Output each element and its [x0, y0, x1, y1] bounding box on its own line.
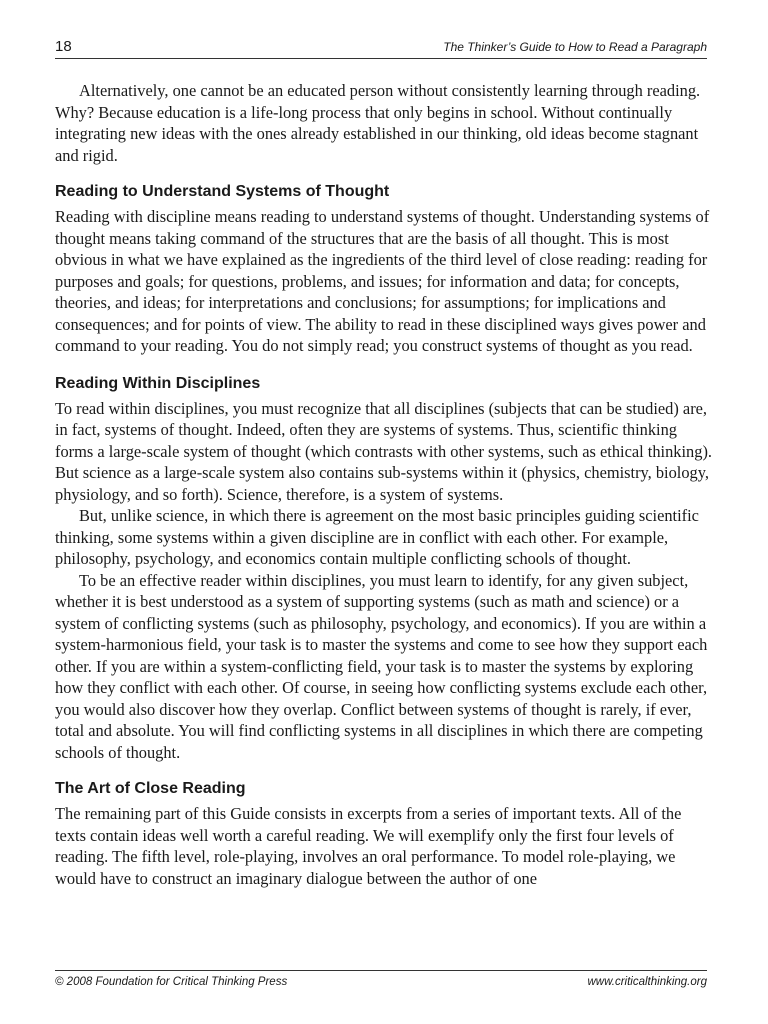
website-url: www.criticalthinking.org — [587, 976, 707, 988]
paragraph-disciplines-3: To be an effective reader within disciplines, you must learn to identify, for any given subject, whether it is best understood as a system of supporting systems (such as math and science) or a system of conflicting systems (such as philosophy, psychology, and economics). If you are within a system-harmonious field, your task is to master the systems and come to see how they support each other. If you are within a system-conflicting field, your task is to master the systems by exploring how they conflict with each other. Of course, in seeing how conflicting systems exclude each other, you would also discover how they overlap. Conflict between systems of thought is rarely, if ever, total and absolute. You will find conflicting systems in all disciplines in which there are competing schools of thought. — [55, 570, 708, 762]
intro-paragraph: Alternatively, one cannot be an educated person without consistently learning through reading. Why? Because education is a life-long process that only begins in school. Without continually integrating new ideas with the ones already established in our thinking, old ideas become stagnant and rigid. — [55, 81, 701, 165]
paragraph-systems-of-thought: Reading with discipline means reading to understand systems of thought. Understanding systems of thought means taking command of the structures that are the basis of all thought. This is most obvious in what we have explained as the ingredients of the third level of close reading: reading for purposes and goals; for questions, problems, and issues; for information and data; for concepts, theories, and ideas; for interpretations and conclusions; for assumptions; for implications and consequences; and for points of view. The ability to read in these disciplined ways gives power and command to your reading. You do not simply read; you construct systems of thought as you read. — [55, 207, 710, 355]
page-header — [55, 38, 707, 59]
paragraph-close-reading: The remaining part of this Guide consists in excerpts from a series of important texts. All of the texts contain ideas well worth a careful reading. We will exemplify only the first four levels of reading. The fifth level, role-playing, involves an oral performance. To model role-playing, we would have to construct an imaginary dialogue between the author of one — [55, 804, 682, 888]
paragraph-disciplines-2: But, unlike science, in which there is agreement on the most basic principles guiding scientific thinking, some systems within a given discipline are in conflict with each other. For example, philosophy, psychology, and economics contain multiple conflicting schools of thought. — [55, 506, 699, 568]
section-heading-close-reading: The Art of Close Reading — [55, 780, 246, 797]
page-content — [55, 80, 715, 889]
section-heading-within-disciplines: Reading Within Disciplines — [55, 374, 261, 392]
section-heading-systems-of-thought: Reading to Understand Systems of Thought — [55, 183, 390, 200]
running-title: The Thinker’s Guide to How to Read a Paragraph — [443, 40, 707, 54]
page-footer — [55, 970, 707, 993]
page-number: 18 — [55, 38, 72, 55]
paragraph-disciplines-1: To read within disciplines, you must recognize that all disciplines (subjects that can be studied) are, in fact, systems of thought. Indeed, often they are systems of systems. Thus, scientific thinking forms a large-scale system of thought (which contrasts with other systems, such as ethical thinking). But science as a large-scale system also contains sub-systems within it (physics, chemistry, biology, physiology, and so forth). Science, therefore, is a system of systems. — [55, 398, 713, 504]
copyright-notice: © 2008 Foundation for Critical Thinking Press — [55, 976, 288, 988]
